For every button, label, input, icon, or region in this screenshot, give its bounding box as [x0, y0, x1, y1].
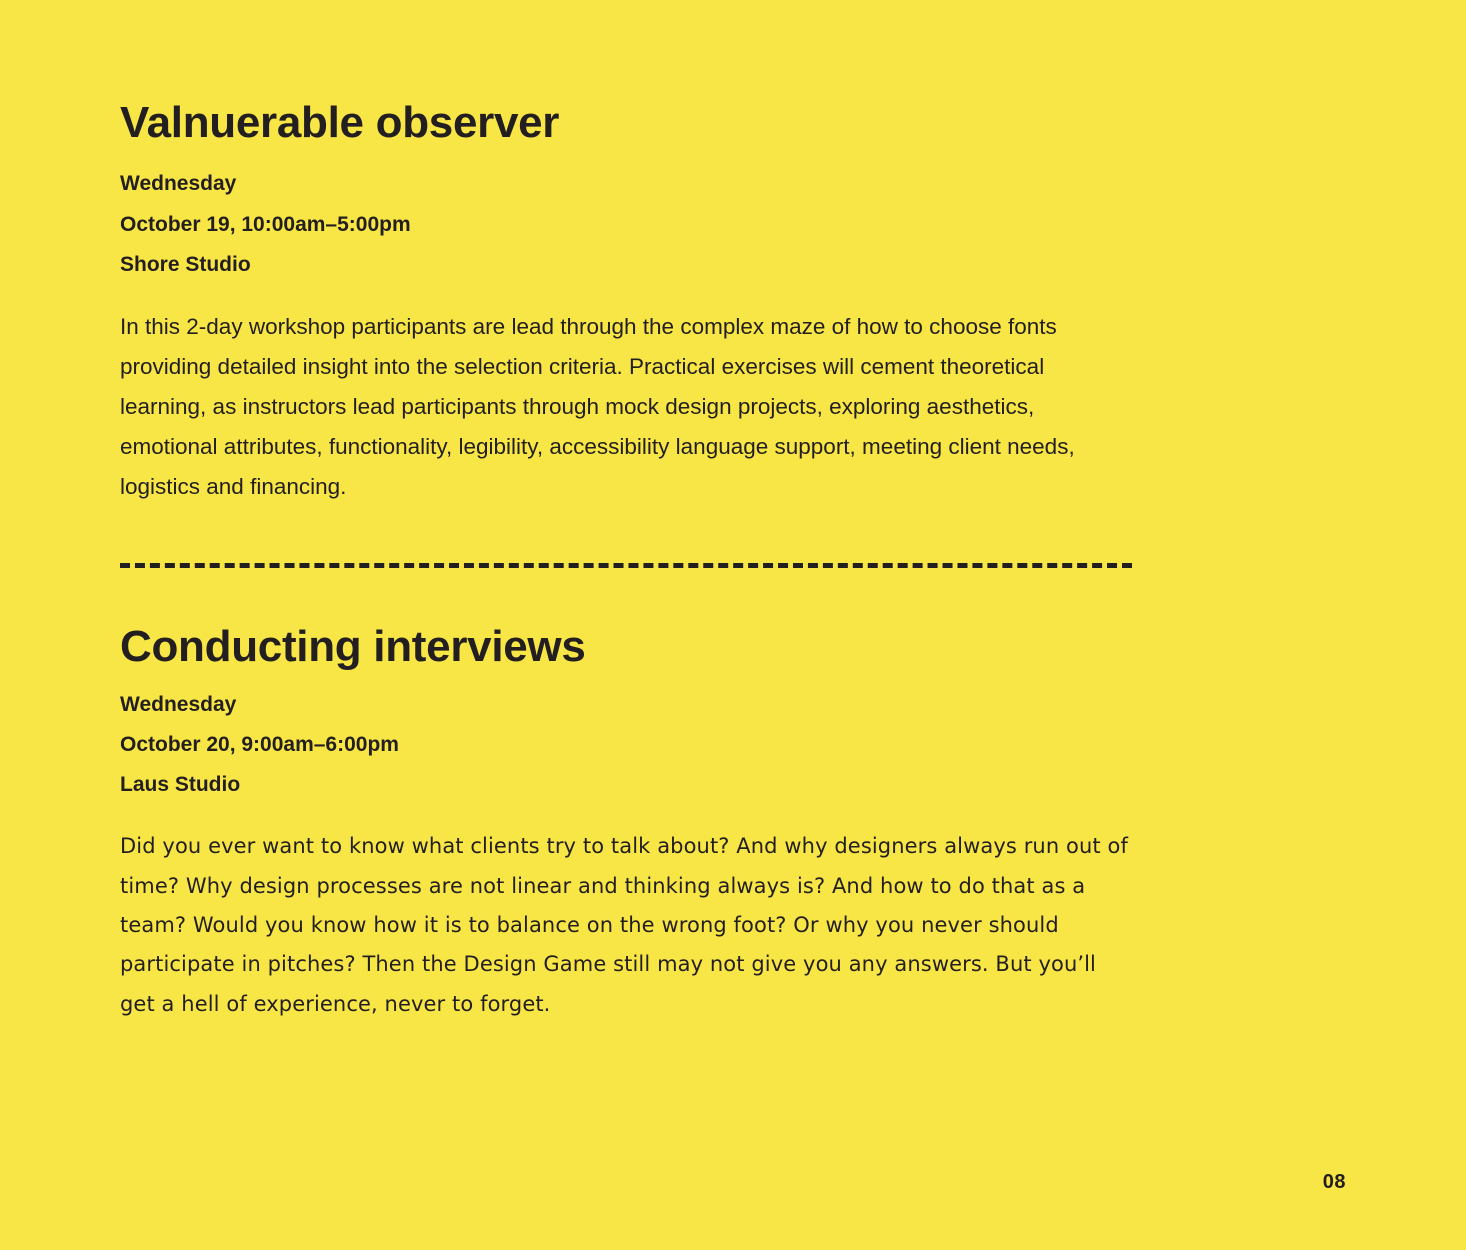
entry-day: Wednesday	[120, 692, 237, 716]
entry-venue: Laus Studio	[120, 773, 241, 797]
entry-description: In this 2-day workshop participants are lead through the complex maze of how to choose fonts providing detailed insight into the selection criteria. Practical exercises will cement theoretical learning, as instructors lead participants through mock design projects, exploring aesthetics, emotional attributes, functionality, legibility, accessibility language support, meeting client needs, logistics and financing.	[120, 314, 1075, 500]
entry-day: Wednesday	[120, 172, 237, 196]
workshop-entry	[120, 100, 1150, 507]
entry-venue: Shore Studio	[120, 252, 251, 276]
entry-title: Valnuerable observer	[120, 98, 560, 147]
entry-meta	[120, 164, 1150, 285]
workshop-entry	[120, 624, 1150, 1023]
entry-description: Did you ever want to know what clients try to talk about? And why designers always run out of time? Why design processes are not linear and thinking always is? And how to do that as a team? Would you know how it is to balance on the wrong foot? Or why you never should participate in pitches? Then the Design Game still may not give you any answers. But you’ll get a hell of experience, never to forget.	[120, 834, 1128, 1016]
entry-date-time: October 20, 9:00am–6:00pm	[120, 732, 399, 756]
page-content	[120, 100, 1150, 1024]
entry-meta	[120, 685, 1150, 806]
dashed-divider	[120, 563, 1132, 568]
entry-date-time: October 19, 10:00am–5:00pm	[120, 212, 411, 236]
entry-title: Conducting interviews	[120, 622, 586, 672]
page-number: 08	[1322, 1171, 1346, 1193]
